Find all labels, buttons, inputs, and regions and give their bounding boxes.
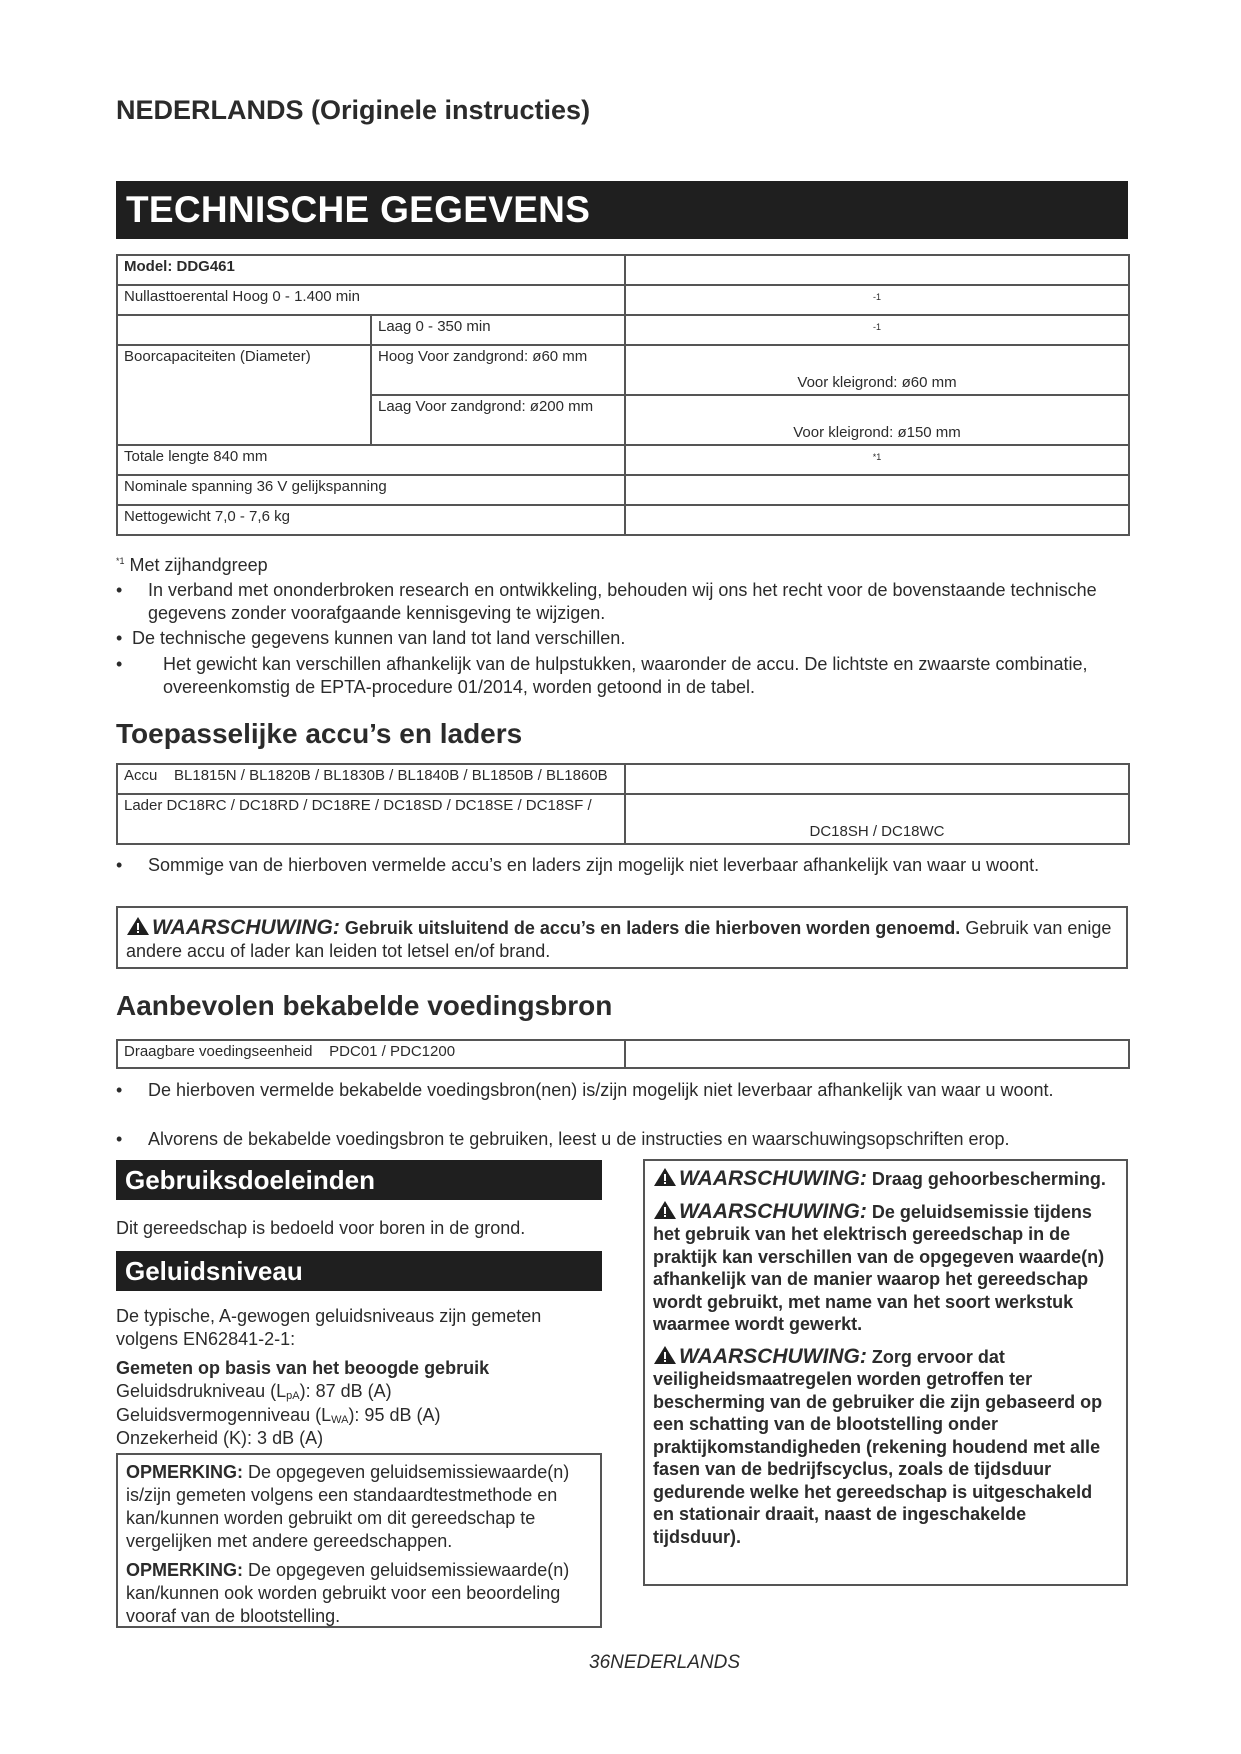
noise-notes-box [116, 1453, 602, 1628]
superscript: -1 [873, 292, 882, 302]
lader-row: Lader DC18RC / DC18RD / DC18RE / DC18SD / DC18SE / DC18SF / [117, 794, 625, 844]
language-title: NEDERLANDS (Originele instructies) [116, 95, 591, 125]
length-cell: Totale lengte 840 mm [117, 445, 625, 475]
footnote: $^{*1}$ Met zijhandgreep [116, 555, 268, 575]
warning-2: WAARSCHUWING: De geluidsemissie tijdens het gebruik van het elektrisch gereedschap in de praktijk kan verschillen van de opgegeven waarde(n) afhankelijk van de manier waarop het gereedschap wordt gebruikt, met name van het soort werkstuk waarmee wordt gewerkt. [653, 1199, 1105, 1334]
capacity-label-cell: Boorcapaciteiten (Diameter) [117, 345, 371, 395]
tech-bullet-3: • Het gewicht kan verschillen afhankelijk van de hulpstukken, waaronder de accu. De lichtste en zwaarste combinatie, overeenkomstig de EPTA-procedure 01/2014, worden getoond in de tabel. [116, 654, 1088, 697]
usage-text: Dit gereedschap is bedoeld voor boren in de grond. [116, 1218, 526, 1238]
tech-spec-table [116, 254, 1130, 536]
tech-specs-banner: TECHNISCHE GEGEVENS [116, 181, 1128, 239]
power-heading: Aanbevolen bekabelde voedingsbron [116, 990, 613, 1021]
power-table [116, 1039, 1130, 1069]
tech-bullet-1: • In verband met ononderbroken research en ontwikkeling, behouden wij ons het recht voor de bovenstaande technische gegevens zonder voorafgaande kennisgeving te wijzigen. [116, 580, 1097, 623]
warning-icon [653, 1200, 677, 1220]
cap-high-cell: Hoog Voor zandgrond: ø60 mm [371, 345, 625, 395]
superscript: *1 [872, 452, 882, 462]
power-bullet-1: • De hierboven vermelde bekabelde voedingsbron(nen) is/zijn mogelijk niet leverbaar afhankelijk van waar u woont. [116, 1080, 1054, 1100]
warning-icon [126, 916, 150, 936]
noise-warning-box [643, 1159, 1128, 1586]
warning-1: WAARSCHUWING: Draag gehoorbescherming. [653, 1167, 1118, 1191]
cap-low-cell: Laag Voor zandgrond: ø200 mm [371, 395, 625, 445]
accu-row: Accu BL1815N / BL1820B / BL1830B / BL1840B / BL1850B / BL1860B [117, 764, 625, 794]
uncertainty: Onzekerheid (K): 3 dB (A) [116, 1428, 324, 1448]
cap-low-clay-cell: Voor kleigrond: ø150 mm [625, 395, 1129, 445]
usage-banner: Gebruiksdoeleinden [116, 1160, 602, 1200]
warning-3: WAARSCHUWING: Zorg ervoor dat veiligheidsmaatregelen worden getroffen ter bescherming van de gebruiker die zijn gebaseerd op een schatting van de blootstelling onder praktijkomstandigheden (rekening houdend met alle fasen van de bedrijfscyclus, zoals de tijdsduur gedurende welke het gereedschap is uitgeschakeld en stationair draait, naast de ingeschakelde tijdsduur). [653, 1344, 1103, 1547]
speed-high-cell: Nullasttoerental Hoog 0 - 1.400 min [117, 285, 625, 315]
power-row: Draagbare voedingseenheid PDC01 / PDC1200 [117, 1040, 625, 1068]
speed-low-cell: Laag 0 - 350 min [371, 315, 625, 345]
measured-heading: Gemeten op basis van het beoogde gebruik [116, 1358, 490, 1378]
note-2: OPMERKING: De opgegeven geluidsemissiewaarde(n) kan/kunnen ook worden gebruikt voor een beoordeling vooraf van de blootstelling. [126, 1560, 570, 1626]
batteries-heading: Toepasselijke accu’s en laders [116, 718, 523, 749]
note-1: OPMERKING: De opgegeven geluidsemissiewaarde(n) is/zijn gemeten volgens een standaardtestmethode en kan/kunnen worden gebruikt om dit gereedschap te vergelijken met andere gereedschappen. [126, 1462, 570, 1551]
voltage-cell: Nominale spanning 36 V gelijkspanning [117, 475, 625, 505]
tech-bullet-2: • De technische gegevens kunnen van land tot land verschillen. [116, 628, 626, 648]
model-cell: Model: DDG461 [117, 255, 625, 285]
sound-power: Geluidsvermogenniveau (LWA): 95 dB (A) [116, 1405, 441, 1426]
cap-high-clay-cell: Voor kleigrond: ø60 mm [625, 345, 1129, 395]
lader-row-2: DC18SH / DC18WC [625, 794, 1129, 844]
power-bullet-2: • Alvorens de bekabelde voedingsbron te gebruiken, leest u de instructies en waarschuwingsopschriften erop. [116, 1129, 1010, 1149]
warning-icon [653, 1345, 677, 1365]
battery-bullet: • Sommige van de hierboven vermelde accu’s en laders zijn mogelijk niet leverbaar afhankelijk van waar u woont. [116, 855, 1040, 875]
superscript: -1 [873, 322, 882, 332]
sound-pressure: Geluidsdrukniveau (LpA): 87 dB (A) [116, 1381, 392, 1402]
battery-table [116, 763, 1130, 845]
warning-icon [653, 1167, 677, 1187]
battery-warning-box: WAARSCHUWING: Gebruik uitsluitend de accu’s en laders die hierboven worden genoemd. Gebruik van enige andere accu of lader kan leiden tot letsel en/of brand. [116, 906, 1128, 969]
page-footer: 36NEDERLANDS [589, 1652, 740, 1673]
noise-intro: De typische, A-gewogen geluidsniveaus zijn gemeten volgens EN62841-2-1: [116, 1306, 542, 1349]
noise-banner: Geluidsniveau [116, 1251, 602, 1291]
weight-cell: Nettogewicht 7,0 - 7,6 kg [117, 505, 625, 535]
